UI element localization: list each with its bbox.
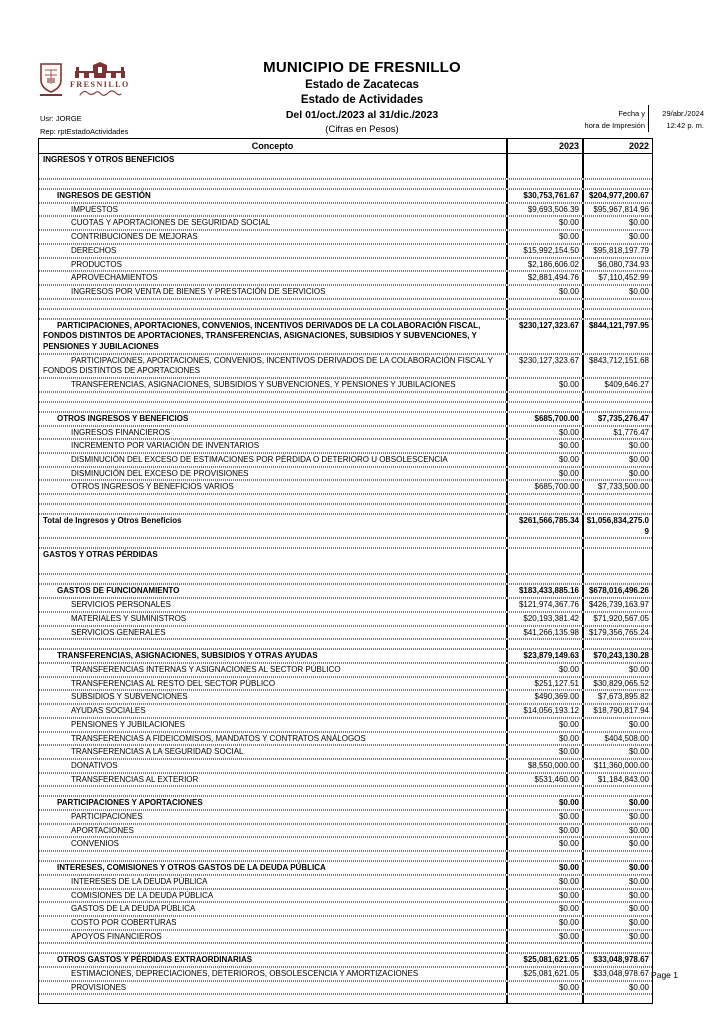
row-value-2023: $20,193,381.42 (506, 613, 582, 625)
report-subtitle: Estado de Actividades (300, 93, 424, 106)
row-value-2023: $183,433,885.16 (506, 585, 582, 597)
row-value-2023: $0.00 (506, 931, 582, 943)
row-value-2022: $0.00 (582, 231, 652, 243)
row-label: MATERIALES Y SUMINISTROS (71, 613, 187, 623)
table-row (39, 889, 652, 903)
row-value-2023: $261,566,785.34 (506, 515, 582, 537)
row-value-2022: $678,016,496.26 (582, 585, 652, 597)
row-label: DONATIVOS (71, 760, 118, 770)
row-value-2022: $0.00 (582, 890, 652, 902)
row-value-2023: $0.00 (506, 903, 582, 915)
table-row (39, 584, 652, 598)
row-value-2022: $33,048,978.67 (582, 954, 652, 966)
page-title: MUNICIPIO DE FRESNILLO (263, 59, 461, 76)
row-value-2023: $490,369.00 (506, 691, 582, 703)
table-row (39, 598, 652, 612)
row-label: ESTIMACIONES, DEPRECIACIONES, DETERIOROS, OBSOLESCENCIA Y AMORTIZACIONES (71, 969, 419, 979)
row-label: PROVISIONES (71, 982, 127, 992)
row-value-2023: $0.00 (506, 427, 582, 439)
row-value-2023 (506, 539, 582, 547)
table-row-blank (39, 392, 652, 402)
table-row (39, 378, 652, 392)
row-value-2022 (582, 310, 652, 318)
row-label: TRANSFERENCIAS, ASIGNACIONES, SUBSIDIOS Y SUBVENCIONES, Y PENSIONES Y JUBILACIONES (71, 380, 456, 390)
row-label: TRANSFERENCIAS, ASIGNACIONES, SUBSIDIOS Y OTRAS AYUDAS (57, 651, 318, 661)
table-row (39, 875, 652, 889)
row-value-2023: $0.00 (506, 797, 582, 809)
column-header-concepto: Concepto (251, 141, 294, 151)
table-row (39, 244, 652, 258)
row-value-2023 (506, 393, 582, 401)
row-value-2022: $404,508.00 (582, 733, 652, 745)
row-value-2023 (506, 640, 582, 648)
row-value-2022: $0.00 (582, 825, 652, 837)
row-value-2022: $0.00 (582, 982, 652, 994)
row-label: SERVICIOS GENERALES (71, 627, 166, 637)
table-row (39, 216, 652, 230)
table-row-blank (39, 494, 652, 504)
table-row (39, 612, 652, 626)
row-value-2022 (582, 852, 652, 860)
row-label (39, 575, 506, 583)
row-label: PARTICIPACIONES (71, 812, 143, 822)
table-row (39, 810, 652, 824)
table-row (39, 189, 652, 203)
row-label: CONVENIOS (71, 839, 120, 849)
row-value-2022: $95,967,814.96 (582, 204, 652, 216)
row-value-2022: $6,080,734.93 (582, 259, 652, 271)
row-label: APORTACIONES (71, 825, 134, 835)
table-row (39, 154, 652, 179)
row-value-2023: $2,186,606.02 (506, 259, 582, 271)
page-number: Page 1 (651, 970, 678, 980)
row-value-2022: $1,184,843.00 (582, 774, 652, 786)
row-value-2023: $0.00 (506, 468, 582, 480)
row-value-2023 (506, 300, 582, 308)
row-value-2023: $0.00 (506, 664, 582, 676)
row-value-2023: $230,127,323.67 (506, 320, 582, 353)
table-row (39, 981, 652, 995)
row-value-2022: $0.00 (582, 917, 652, 929)
row-label (39, 505, 506, 513)
table-row (39, 930, 652, 944)
table-row (39, 824, 652, 838)
row-label: CUOTAS Y APORTACIONES DE SEGURIDAD SOCIAL (71, 218, 271, 228)
row-value-2023 (506, 575, 582, 583)
table-row (39, 690, 652, 704)
row-value-2022: $70,243,130.28 (582, 650, 652, 662)
row-value-2022: $0.00 (582, 217, 652, 229)
row-label: OTROS INGRESOS Y BENEFICIOS (57, 413, 189, 423)
table-row-blank (39, 179, 652, 189)
row-value-2023: $0.00 (506, 217, 582, 229)
row-value-2022 (582, 640, 652, 648)
row-label: INTERESES, COMISIONES Y OTROS GASTOS DE LA DEUDA PÚBLICA (57, 863, 326, 873)
row-value-2023: $685,700.00 (506, 413, 582, 425)
row-value-2022: $0.00 (582, 797, 652, 809)
row-label: APOYOS FINANCIEROS (71, 931, 162, 941)
row-value-2022: $0.00 (582, 440, 652, 452)
row-value-2022: $1,056,834,275.09 (582, 515, 652, 537)
row-value-2023: $0.00 (506, 982, 582, 994)
table-row (39, 967, 652, 981)
row-label: GASTOS DE FUNCIONAMIENTO (57, 586, 180, 596)
table-row-blank (39, 299, 652, 309)
row-value-2023: $0.00 (506, 890, 582, 902)
row-value-2022 (582, 495, 652, 503)
row-value-2022: $7,673,895.82 (582, 691, 652, 703)
row-value-2023 (506, 310, 582, 318)
table-row (39, 732, 652, 746)
row-label: OTROS GASTOS Y PÉRDIDAS EXTRAORDINARIAS (57, 955, 253, 965)
row-value-2023 (506, 154, 582, 178)
row-value-2022: $0.00 (582, 811, 652, 823)
row-label: SUBSIDIOS Y SUBVENCIONES (71, 692, 188, 702)
table-row (39, 718, 652, 732)
row-label: IMPUESTOS (71, 204, 118, 214)
row-value-2022: $0.00 (582, 746, 652, 758)
row-label (39, 995, 506, 1003)
table-row (39, 548, 652, 574)
row-value-2023: $0.00 (506, 719, 582, 731)
state-subtitle: Estado de Zacatecas (305, 79, 419, 91)
table-row-blank (39, 943, 652, 953)
row-value-2023: $15,992,154.50 (506, 245, 582, 257)
table-row (39, 953, 652, 967)
row-value-2023: $30,753,761.67 (506, 190, 582, 202)
row-label: INGRESOS POR VENTA DE BIENES Y PRESTACIÓN DE SERVICIOS (71, 286, 326, 296)
table-row (39, 916, 652, 930)
row-label: GASTOS Y OTRAS PÉRDIDAS (43, 550, 158, 560)
row-label: INCREMENTO POR VARIACIÓN DE INVENTARIOS (71, 441, 260, 451)
row-label (39, 393, 506, 401)
row-label: PRODUCTOS (71, 259, 122, 269)
column-header-2023: 2023 (506, 139, 582, 153)
table-row-blank (39, 504, 652, 514)
table-row (39, 412, 652, 426)
row-value-2022 (582, 944, 652, 952)
row-value-2023: $25,081,621.05 (506, 954, 582, 966)
row-value-2023: $9,693,506.39 (506, 204, 582, 216)
print-datetime (585, 105, 704, 132)
row-label: INGRESOS DE GESTIÓN (57, 191, 151, 200)
row-label: INGRESOS Y OTROS BENEFICIOS (43, 155, 175, 164)
row-value-2022 (582, 549, 652, 573)
row-value-2023: $14,056,193.12 (506, 705, 582, 717)
row-label (39, 944, 506, 952)
row-label: PARTICIPACIONES, APORTACIONES, CONVENIOS, INCENTIVOS DERIVADOS DE LA COLABORACIÓN FISCAL Y FONDOS DISTINTOS DE APORTACIONES (43, 355, 493, 376)
row-label (39, 310, 506, 318)
row-value-2023 (506, 505, 582, 513)
row-label: CONTRIBUCIONES DE MEJORAS (71, 232, 198, 242)
row-label: TRANSFERENCIAS AL EXTERIOR (71, 774, 199, 784)
table-row (39, 837, 652, 851)
row-value-2022: $11,360,000.00 (582, 760, 652, 772)
table-row-blank (39, 851, 652, 861)
row-label (39, 300, 506, 308)
table-row (39, 514, 652, 538)
row-value-2022: $7,733,500.00 (582, 481, 652, 493)
row-value-2023: $2,881,494.76 (506, 272, 582, 284)
row-label: TRANSFERENCIAS INTERNAS Y ASIGNACIONES AL SECTOR PÚBLICO (71, 664, 341, 674)
row-value-2023 (506, 944, 582, 952)
row-value-2022: $0.00 (582, 931, 652, 943)
row-label (39, 787, 506, 795)
row-label (39, 640, 506, 648)
row-value-2022: $179,356,765.24 (582, 627, 652, 639)
row-value-2022: $204,977,200.67 (582, 190, 652, 202)
row-value-2022: $0.00 (582, 664, 652, 676)
row-label: Total de Ingresos y Otros Beneficios (43, 516, 182, 526)
table-row (39, 319, 652, 354)
table-row (39, 902, 652, 916)
table-row (39, 354, 652, 378)
row-label: TRANSFERENCIAS AL RESTO DEL SECTOR PÚBLICO (71, 678, 276, 688)
row-value-2022: $1,776.47 (582, 427, 652, 439)
row-value-2023: $8,550,000.00 (506, 760, 582, 772)
row-value-2023: $0.00 (506, 231, 582, 243)
row-value-2022 (582, 575, 652, 583)
row-value-2023 (506, 495, 582, 503)
table-row (39, 626, 652, 640)
row-label: GASTOS DE LA DEUDA PÚBLICA (71, 904, 196, 914)
row-value-2022: $0.00 (582, 903, 652, 915)
row-value-2022 (582, 403, 652, 411)
row-value-2023: $25,081,621.05 (506, 968, 582, 980)
row-value-2023: $0.00 (506, 825, 582, 837)
row-value-2022 (582, 505, 652, 513)
row-value-2023: $531,460.00 (506, 774, 582, 786)
row-value-2022 (582, 995, 652, 1003)
table-row (39, 203, 652, 217)
table-row-blank (39, 402, 652, 412)
row-value-2022: $71,920,567.05 (582, 613, 652, 625)
row-label: DISMINUCIÓN DEL EXCESO DE PROVISIONES (71, 468, 249, 478)
row-value-2023: $0.00 (506, 440, 582, 452)
row-label: COSTO POR COBERTURAS (71, 917, 177, 927)
row-value-2023 (506, 549, 582, 573)
currency-note: (Cifras en Pesos) (325, 123, 399, 135)
row-value-2022: $7,735,276.47 (582, 413, 652, 425)
row-value-2023: $0.00 (506, 862, 582, 874)
table-row-blank (39, 786, 652, 796)
row-value-2023: $41,266,135.98 (506, 627, 582, 639)
row-value-2023: $0.00 (506, 838, 582, 850)
row-label: AYUDAS SOCIALES (71, 706, 146, 716)
row-value-2023 (506, 995, 582, 1003)
row-label: DISMINUCIÓN DEL EXCESO DE ESTIMACIONES POR PÉRDIDA O DETERIORO U OBSOLESCENCIA (71, 454, 448, 464)
row-value-2022 (582, 539, 652, 547)
row-label: INTERESES DE LA DEUDA PÚBLICA (71, 876, 208, 886)
row-label: PARTICIPACIONES, APORTACIONES, CONVENIOS, INCENTIVOS DERIVADOS DE LA COLABORACIÓN FISCAL, FONDOS DISTINTOS DE APORTACIONES, TRANSFERENCIAS, ASIGNACIONES, SUBSIDIOS Y SUBVENCIONES, Y PENSIONES Y JUBILACIONES (43, 320, 481, 352)
vertical-divider (648, 105, 649, 132)
row-value-2023: $0.00 (506, 454, 582, 466)
row-label: OTROS INGRESOS Y BENEFICIOS VARIOS (71, 482, 234, 492)
row-value-2022: $0.00 (582, 468, 652, 480)
table-row (39, 861, 652, 875)
row-value-2022: $30,829,065.52 (582, 678, 652, 690)
row-label (39, 852, 506, 860)
row-value-2023: $0.00 (506, 379, 582, 391)
print-datetime-value (652, 105, 704, 132)
row-label (39, 403, 506, 411)
user-label: Usr: JORGE (40, 114, 82, 123)
row-value-2022: $7,110,452.99 (582, 272, 652, 284)
row-value-2022: $0.00 (582, 719, 652, 731)
row-label: TRANSFERENCIAS A LA SEGURIDAD SOCIAL (71, 747, 244, 757)
row-value-2022: $843,712,151.68 (582, 355, 652, 377)
row-label: TRANSFERENCIAS A FIDEICOMISOS, MANDATOS Y CONTRATOS ANÁLOGOS (71, 733, 366, 743)
row-label: DERECHOS (71, 245, 117, 255)
row-value-2023 (506, 180, 582, 188)
row-label: PENSIONES Y JUBILACIONES (71, 719, 185, 729)
row-value-2022: $95,818,197.79 (582, 245, 652, 257)
row-value-2023 (506, 852, 582, 860)
row-value-2023 (506, 787, 582, 795)
row-value-2023: $0.00 (506, 746, 582, 758)
table-row (39, 704, 652, 718)
logo-text: FRESNILLO (70, 80, 130, 89)
table-row (39, 649, 652, 663)
row-value-2023: $121,974,367.76 (506, 599, 582, 611)
row-value-2023: $0.00 (506, 917, 582, 929)
table-row (39, 663, 652, 677)
row-label (39, 495, 506, 503)
row-label: COMISIONES DE LA DEUDA PÚBLICA (71, 890, 214, 900)
row-value-2022 (582, 300, 652, 308)
column-header-2022: 2022 (582, 139, 652, 153)
table-header-row (39, 139, 652, 154)
table-row (39, 285, 652, 299)
report-period: Del 01/oct./2023 al 31/dic./2023 (285, 109, 439, 121)
row-value-2023: $0.00 (506, 286, 582, 298)
row-label (39, 539, 506, 547)
row-value-2023: $230,127,323.67 (506, 355, 582, 377)
row-value-2022: $33,048,978.67 (582, 968, 652, 980)
row-value-2023: $0.00 (506, 811, 582, 823)
row-value-2022: $426,739,163.97 (582, 599, 652, 611)
row-value-2023: $685,700.00 (506, 481, 582, 493)
row-value-2023: $0.00 (506, 733, 582, 745)
row-value-2022 (582, 180, 652, 188)
table-row-blank (39, 309, 652, 319)
row-label (39, 180, 506, 188)
report-meta-left (40, 112, 128, 138)
table-row (39, 230, 652, 244)
table-row (39, 426, 652, 440)
row-value-2022: $409,646.27 (582, 379, 652, 391)
row-label: INGRESOS FINANCIEROS (71, 427, 171, 437)
table-row-blank (39, 994, 652, 1003)
row-value-2022: $0.00 (582, 454, 652, 466)
table-row (39, 480, 652, 494)
row-value-2022 (582, 154, 652, 178)
row-value-2022 (582, 787, 652, 795)
table-row (39, 759, 652, 773)
table-row-blank (39, 574, 652, 584)
row-value-2022: $0.00 (582, 862, 652, 874)
row-value-2022: $0.00 (582, 286, 652, 298)
row-label: PARTICIPACIONES Y APORTACIONES (57, 798, 203, 808)
report-id-label: Rep: rptEstadoActividades (40, 127, 129, 136)
row-label: APROVECHAMIENTOS (71, 273, 158, 283)
row-value-2023 (506, 403, 582, 411)
row-label: SERVICIOS PERSONALES (71, 600, 171, 610)
table-row (39, 467, 652, 481)
row-value-2023: $23,879,149.63 (506, 650, 582, 662)
print-date: 29/abr./2024 (662, 109, 704, 118)
row-value-2022 (582, 393, 652, 401)
table-row (39, 258, 652, 272)
table-row (39, 271, 652, 285)
statement-table (38, 138, 653, 1004)
table-row (39, 773, 652, 787)
table-row (39, 796, 652, 810)
table-row-blank (39, 639, 652, 649)
row-value-2022: $18,790,817.94 (582, 705, 652, 717)
row-value-2023: $251,127.51 (506, 678, 582, 690)
table-row (39, 677, 652, 691)
table-row (39, 453, 652, 467)
table-row-blank (39, 538, 652, 548)
table-row (39, 745, 652, 759)
row-value-2022: $0.00 (582, 838, 652, 850)
row-value-2022: $844,121,797.95 (582, 320, 652, 353)
row-value-2022: $0.00 (582, 876, 652, 888)
print-datetime-label: Fecha y hora de Impresión (584, 109, 645, 130)
print-time: 12:42 p. m. (666, 121, 704, 130)
table-body (39, 154, 652, 1003)
row-value-2023: $0.00 (506, 876, 582, 888)
table-row (39, 439, 652, 453)
